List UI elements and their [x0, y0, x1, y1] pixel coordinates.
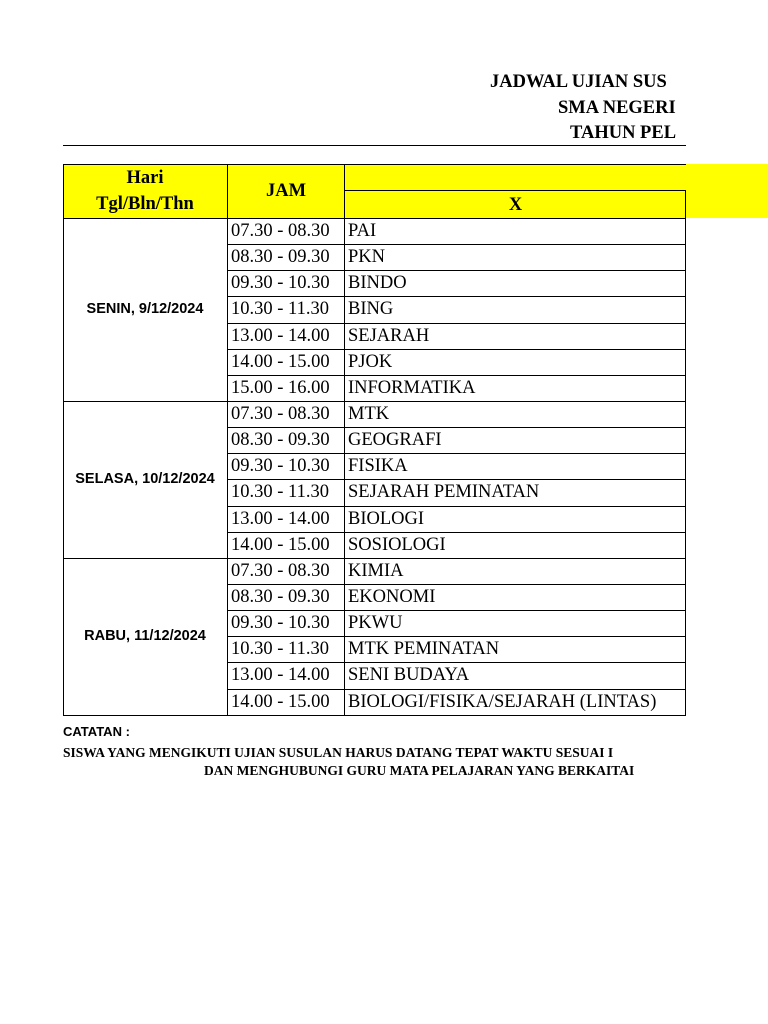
mapel-cell: BINDO	[348, 273, 407, 294]
mapel-cell: SENI BUDAYA	[348, 665, 470, 686]
mapel-cell: SOSIOLOGI	[348, 534, 446, 555]
border-day	[63, 715, 227, 716]
mapel-cell: MTK	[348, 404, 390, 425]
mapel-cell: SEJARAH	[348, 325, 430, 346]
border-col-1	[227, 164, 228, 715]
mapel-cell: INFORMATIKA	[348, 377, 476, 398]
border-row	[227, 558, 686, 559]
jam-cell: 07.30 - 08.30	[231, 221, 330, 242]
header-hari-line1: Hari	[126, 168, 164, 188]
border-subheader	[344, 190, 686, 191]
jam-cell: 15.00 - 16.00	[231, 377, 330, 398]
header-class-group	[345, 164, 686, 190]
mapel-cell: FISIKA	[348, 456, 408, 477]
notes-line-2: DAN MENGHUBUNGI GURU MATA PELAJARAN YANG BERKAITAI	[204, 763, 635, 778]
jam-cell: 14.00 - 15.00	[231, 534, 330, 555]
border-row	[227, 584, 686, 585]
border-row	[227, 532, 686, 533]
jam-cell: 07.30 - 08.30	[231, 404, 330, 425]
jam-cell: 09.30 - 10.30	[231, 456, 330, 477]
mapel-cell: PKN	[348, 247, 386, 268]
border-row	[227, 296, 686, 297]
notes-line-1: SISWA YANG MENGIKUTI UJIAN SUSULAN HARUS DATANG TEPAT WAKTU SESUAI I	[63, 745, 614, 760]
border-row	[227, 453, 686, 454]
border-row	[227, 479, 686, 480]
mapel-cell: PAI	[348, 221, 377, 242]
border-row	[227, 323, 686, 324]
border-top	[63, 164, 686, 165]
jam-cell: 13.00 - 14.00	[231, 508, 330, 529]
title-line-1: JADWAL UJIAN SUS	[490, 72, 667, 92]
mapel-cell: PJOK	[348, 351, 393, 372]
border-row	[227, 270, 686, 271]
header-hari-line2: Tgl/Bln/Thn	[96, 194, 194, 214]
jam-cell: 13.00 - 14.00	[231, 325, 330, 346]
border-row	[227, 662, 686, 663]
day-label: SENIN, 9/12/2024	[86, 301, 204, 318]
jam-cell: 09.30 - 10.30	[231, 613, 330, 634]
border-day	[63, 558, 227, 559]
header-jam	[228, 164, 344, 218]
border-row	[227, 636, 686, 637]
jam-cell: 13.00 - 14.00	[231, 665, 330, 686]
jam-cell: 07.30 - 08.30	[231, 560, 330, 581]
jam-cell: 08.30 - 09.30	[231, 430, 330, 451]
jam-cell: 08.30 - 09.30	[231, 587, 330, 608]
border-day	[63, 401, 227, 402]
header-hari	[63, 164, 227, 218]
border-row	[227, 715, 686, 716]
day-label: SELASA, 10/12/2024	[75, 471, 215, 488]
jam-cell: 10.30 - 11.30	[231, 482, 329, 503]
jam-cell: 08.30 - 09.30	[231, 247, 330, 268]
border-col-2	[344, 164, 345, 715]
title-line-2: SMA NEGERI	[558, 98, 676, 118]
mapel-cell: BIOLOGI/FISIKA/SEJARAH (LINTAS)	[348, 691, 657, 712]
mapel-cell: SEJARAH PEMINATAN	[348, 482, 540, 503]
mapel-cell: EKONOMI	[348, 587, 436, 608]
border-row	[227, 375, 686, 376]
border-row	[227, 610, 686, 611]
mapel-cell: BING	[348, 299, 394, 320]
jam-cell: 09.30 - 10.30	[231, 273, 330, 294]
title-line-3: TAHUN PEL	[570, 123, 677, 143]
border-row	[227, 427, 686, 428]
border-row	[227, 401, 686, 402]
mapel-cell: MTK PEMINATAN	[348, 639, 500, 660]
border-left	[63, 164, 64, 715]
jam-cell: 10.30 - 11.30	[231, 299, 329, 320]
notes-label: CATATAN :	[63, 724, 130, 739]
header-class-x	[345, 191, 686, 218]
mapel-cell: PKWU	[348, 613, 403, 634]
jam-cell: 14.00 - 15.00	[231, 691, 330, 712]
border-row	[227, 244, 686, 245]
jam-cell: 14.00 - 15.00	[231, 351, 330, 372]
border-row	[227, 689, 686, 690]
day-label: RABU, 11/12/2024	[84, 628, 206, 645]
border-day	[63, 218, 227, 219]
header-jam-label: JAM	[265, 181, 307, 201]
jam-cell: 10.30 - 11.30	[231, 639, 329, 660]
mapel-cell: KIMIA	[348, 560, 404, 581]
border-row	[227, 506, 686, 507]
mapel-cell: GEOGRAFI	[348, 430, 442, 451]
border-row	[227, 349, 686, 350]
header-class-x-label: X	[508, 194, 523, 215]
mapel-cell: BIOLOGI	[348, 508, 425, 529]
